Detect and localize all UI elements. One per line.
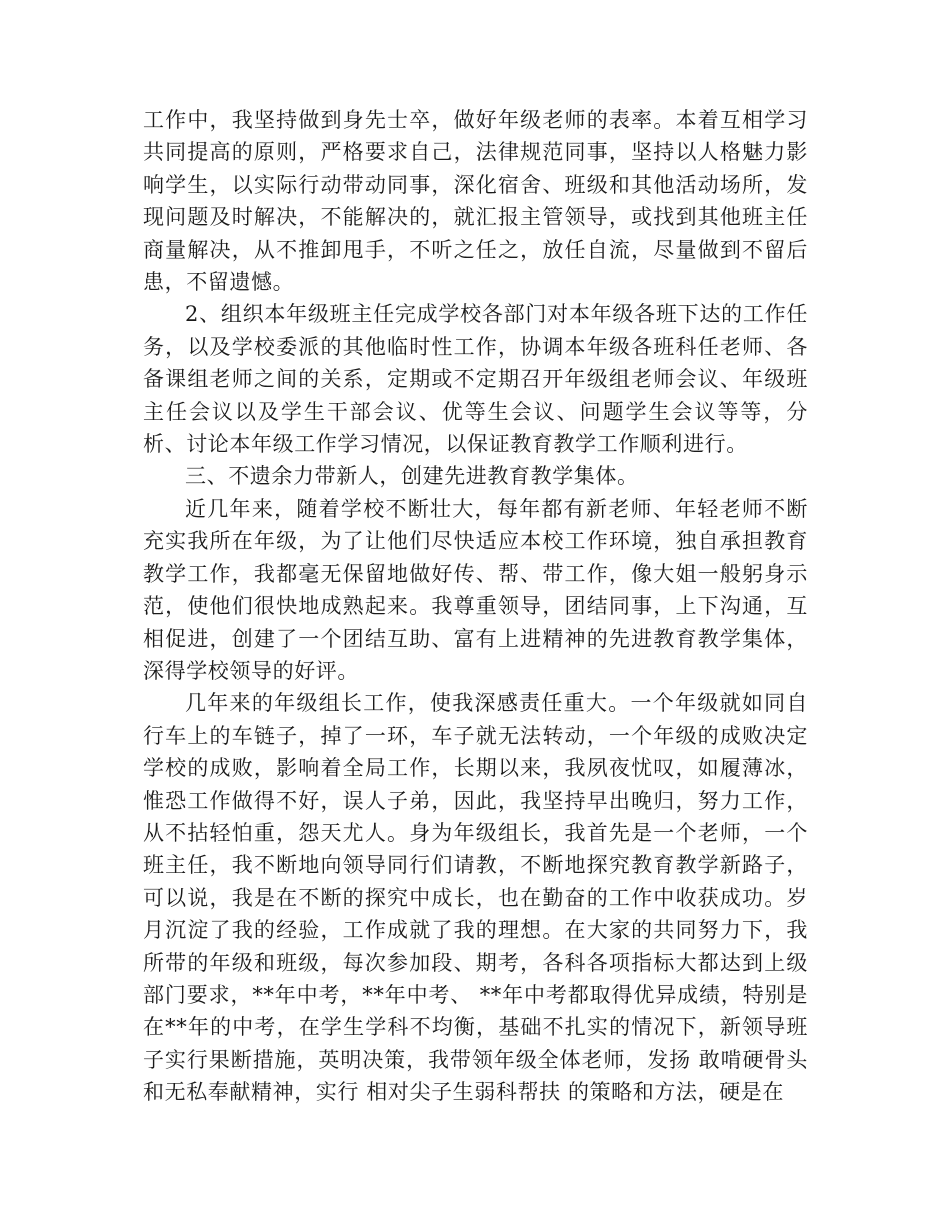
section-heading-3: 三、不遗余力带新人，创建先进教育教学集体。 [185, 464, 639, 489]
paragraph-continuation: 工作中，我坚持做到身先士卒，做好年级老师的表率。本着互相学习共同提高的原则，严格要求自己，法律规范同事，坚持以人格魅力影响学生，以实际行动带动同事，深化宿舍、班级和其他活动场所，发现问题及时解决，不能解决的，就汇报主管领导，或找到其他班主任商量解决，从不推卸甩手，不听之任之，放任自流，尽量做到不留后患，不留遗憾。 [143, 108, 808, 295]
paragraph-grade-leader: 几年来的年级组长工作，使我深感责任重大。一个年级就如同自行车上的车链子，掉了一环，车子就无法转动，一个年级的成败决定学校的成败，影响着全局工作，长期以来，我夙夜忧叹，如履薄冰，惟恐工作做得不好，误人子弟，因此，我坚持早出晚归，努力工作，从不拈轻怕重，怨天尤人。身为年级组长，我首先是一个老师，一个班主任，我不断地向领导同行们请教，不断地探究教育教学新路子，可以说，我是在不断的探究中成长，也在勤奋的工作中收获成功。岁月沉淀了我的经验，工作成就了我的理想。在大家的共同努力下，我所带的年级和班级，每次参加段、期考，各科各项指标大都达到上级部门要求，**年中考，**年中考、 **年中考都取得优异成绩，特别是在**年的中考，在学生学科不均衡，基础不扎实的情况下，新领导班子实行果断措施，英明决策，我带领年级全体老师，发扬 敢啃硬骨头和无私奉献精神，实行 相对尖子生弱科帮扶 的策略和方法，硬是在 [143, 691, 808, 1105]
paragraph-new-teachers: 近几年来，随着学校不断壮大，每年都有新老师、年轻老师不断充实我所在年级，为了让他们尽快适应本校工作环境，独自承担教育教学工作，我都毫无保留地做好传、帮、带工作，像大姐一般躬身示范，使他们很快地成熟起来。我尊重领导，团结同事，上下沟通，互相促进，创建了一个团结互助、富有上进精神的先进教育教学集体，深得学校领导的好评。 [143, 496, 808, 683]
document-body [143, 104, 808, 1109]
paragraph-item-2: 2、组织本年级班主任完成学校各部门对本年级各班下达的工作任务，以及学校委派的其他临时性工作，协调本年级各班科任老师、各备课组老师之间的关系，定期或不定期召开年级组老师会议、年级班主任会议以及学生干部会议、优等生会议、问题学生会议等等，分析、讨论本年级工作学习情况，以保证教育教学工作顺利进行。 [143, 302, 808, 457]
